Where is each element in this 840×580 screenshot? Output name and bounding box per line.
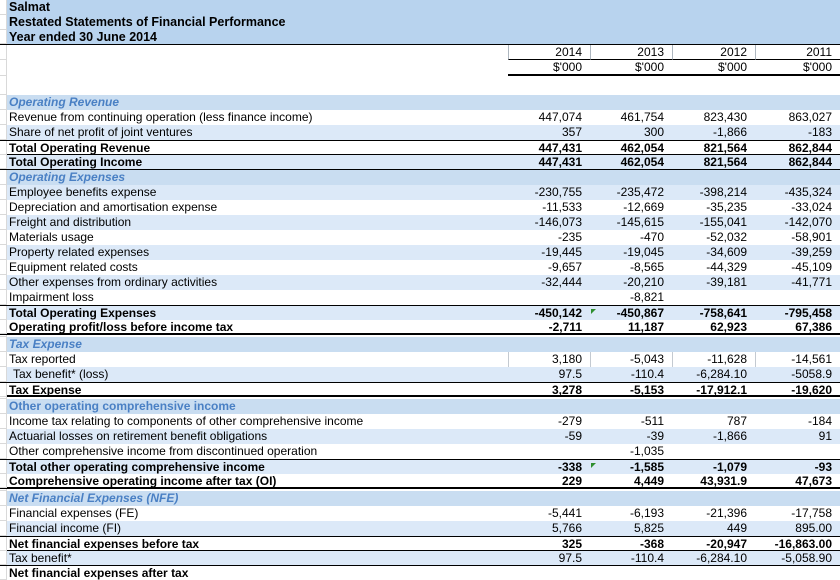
value-cell[interactable]: 461,754 [620, 110, 664, 124]
gutter-cell [0, 290, 7, 305]
table-row [0, 551, 840, 566]
value-cell[interactable]: -33,024 [791, 200, 832, 214]
value-cell[interactable]: -11,628 [672, 352, 755, 367]
section-header-row [0, 170, 840, 185]
unit-label: $'000 [590, 60, 672, 76]
value-cell[interactable]: 4,449 [633, 474, 664, 488]
value-cell[interactable]: 862,844 [788, 141, 832, 155]
value-cell[interactable]: -1,585 [590, 460, 672, 474]
value-cell[interactable]: -5058.9 [755, 367, 840, 382]
empty-cell [590, 30, 672, 44]
table-row [0, 367, 840, 382]
value-cell[interactable]: -16,863.00 [774, 537, 832, 551]
row-label[interactable]: Impairment loss [9, 290, 94, 304]
empty-cell [672, 170, 755, 185]
value-cell[interactable] [755, 290, 840, 305]
table-row [0, 536, 840, 551]
row-label[interactable]: Property related expenses [7, 245, 508, 260]
column-header-2014: 2014 [508, 45, 590, 60]
gutter-cell [0, 170, 7, 185]
value-cell[interactable]: 97.5 [508, 367, 590, 382]
value-cell[interactable]: -39,181 [672, 275, 755, 290]
value-cell[interactable]: 357 [508, 125, 590, 140]
value-cell[interactable]: -470 [639, 230, 664, 244]
value-cell[interactable]: -6,284.10 [672, 367, 755, 382]
empty-cell [755, 76, 840, 95]
unit-label: $'000 [755, 60, 840, 76]
value-cell[interactable]: 3,180 [508, 352, 590, 367]
value-cell[interactable]: 325 [561, 537, 582, 551]
empty-cell [755, 399, 840, 414]
gutter-cell [0, 506, 7, 521]
value-cell[interactable]: -39 [590, 429, 672, 444]
value-cell[interactable]: 300 [590, 125, 672, 140]
table-row [0, 245, 840, 260]
value-cell[interactable]: 62,923 [710, 320, 747, 334]
empty-cell [672, 337, 755, 352]
value-cell[interactable]: -511 [640, 414, 664, 428]
value-cell[interactable]: -155,041 [672, 215, 755, 230]
value-cell[interactable]: 5,825 [590, 521, 672, 536]
value-cell[interactable]: -110.4 [590, 551, 672, 565]
gutter-cell [0, 337, 7, 352]
empty-cell [590, 95, 672, 110]
value-cell[interactable]: -11,533 [542, 200, 582, 214]
gutter-cell [0, 429, 7, 444]
gutter-cell [0, 15, 7, 30]
value-cell[interactable]: -368 [639, 537, 664, 551]
value-cell[interactable]: -145,615 [590, 215, 672, 230]
gutter-cell [0, 45, 7, 60]
title-row-period [0, 30, 840, 45]
gutter-cell [0, 521, 7, 536]
row-label[interactable]: Total Operating Expenses [7, 306, 508, 320]
table-row [0, 185, 840, 200]
table-row [0, 429, 840, 444]
value-cell[interactable]: 11,187 [627, 320, 664, 334]
value-cell[interactable]: -21,396 [706, 506, 747, 520]
value-cell[interactable]: 821,564 [672, 155, 755, 169]
empty-cell [755, 30, 840, 44]
value-cell[interactable]: 3,278 [551, 383, 582, 397]
empty-cell [508, 76, 590, 95]
gutter-cell [0, 141, 7, 155]
value-cell[interactable]: -398,214 [672, 185, 755, 200]
unit-header-row [0, 60, 840, 76]
value-cell[interactable]: -9,657 [547, 260, 582, 274]
empty-cell [672, 0, 755, 15]
value-cell[interactable] [755, 566, 840, 580]
value-cell[interactable]: 862,844 [755, 155, 840, 169]
row-label[interactable]: Net financial expenses after tax [9, 566, 189, 580]
empty-cell [590, 399, 672, 414]
section-header-row [0, 95, 840, 110]
value-cell[interactable]: -5,153 [629, 383, 664, 397]
gutter-cell [0, 185, 7, 200]
value-cell[interactable]: -6,193 [629, 506, 664, 520]
empty-cell [508, 337, 590, 352]
table-row [0, 506, 840, 521]
section-title: Operating Revenue [7, 95, 508, 110]
table-row [0, 305, 840, 320]
value-cell[interactable]: -35,235 [706, 200, 747, 214]
value-cell[interactable] [672, 566, 755, 580]
value-cell[interactable]: -146,073 [508, 215, 590, 230]
empty-cell [755, 95, 840, 110]
value-cell[interactable]: 447,431 [538, 141, 582, 155]
value-cell[interactable]: 447,431 [508, 155, 590, 169]
value-cell[interactable]: -8,565 [629, 260, 664, 274]
section-header-row [0, 491, 840, 506]
value-cell[interactable]: -59 [508, 429, 590, 444]
value-cell[interactable]: 823,430 [703, 110, 747, 124]
value-cell[interactable]: -1,866 [672, 125, 755, 140]
row-label[interactable]: Share of net profit of joint ventures [7, 125, 508, 140]
empty-cell [7, 45, 508, 60]
gutter-cell [0, 444, 7, 459]
unit-label: $'000 [672, 60, 755, 76]
gutter-cell [0, 76, 7, 95]
value-cell[interactable]: -19,045 [590, 245, 672, 260]
table-row [0, 521, 840, 536]
empty-cell [755, 491, 840, 506]
value-cell[interactable]: -435,324 [755, 185, 840, 200]
row-label[interactable]: Total other operating comprehensive income [7, 460, 508, 474]
value-cell[interactable]: -450,867 [590, 306, 672, 320]
value-cell[interactable]: -235,472 [590, 185, 672, 200]
value-cell[interactable]: -58,901 [791, 230, 832, 244]
gutter-cell [0, 491, 7, 506]
gutter-cell [0, 551, 7, 565]
blank-band [0, 76, 840, 95]
year-header-row [0, 45, 840, 60]
value-cell[interactable]: -795,458 [755, 306, 840, 320]
gutter-cell [0, 566, 7, 580]
value-cell[interactable]: -6,284.10 [672, 551, 755, 565]
value-cell[interactable]: 787 [726, 414, 747, 428]
table-row [0, 215, 840, 230]
value-cell[interactable]: -8,821 [629, 290, 664, 304]
row-label[interactable]: Financial expenses (FE) [9, 506, 139, 520]
value-cell[interactable] [508, 444, 590, 459]
gutter-cell [0, 306, 7, 320]
empty-cell [590, 76, 672, 95]
partial-row [0, 566, 840, 580]
table-row [0, 459, 840, 474]
statement-title: Restated Statements of Financial Performance [7, 15, 508, 30]
unit-label: $'000 [508, 60, 590, 76]
column-header-2012: 2012 [672, 45, 755, 60]
value-cell[interactable] [508, 290, 590, 305]
value-cell[interactable]: 67,386 [795, 320, 832, 334]
value-cell[interactable]: -230,755 [508, 185, 590, 200]
table-row [0, 352, 840, 367]
empty-cell [672, 76, 755, 95]
value-cell[interactable]: 43,931.9 [700, 474, 747, 488]
value-cell[interactable]: -12,669 [623, 200, 664, 214]
period-label: Year ended 30 June 2014 [7, 30, 508, 44]
gutter-cell [0, 414, 7, 429]
table-row [0, 320, 840, 335]
empty-cell [7, 76, 508, 95]
row-label[interactable]: Employee benefits expense [7, 185, 508, 200]
row-label[interactable]: Equipment related costs [9, 260, 138, 274]
value-cell[interactable]: -235 [557, 230, 582, 244]
empty-cell [672, 491, 755, 506]
empty-cell [7, 60, 508, 76]
table-body [0, 95, 840, 580]
value-cell[interactable]: -19,445 [508, 245, 590, 260]
empty-cell [755, 0, 840, 15]
table-row [0, 155, 840, 170]
empty-cell [508, 170, 590, 185]
gutter-cell [0, 367, 7, 382]
row-label[interactable]: Materials usage [9, 230, 94, 244]
value-cell[interactable]: -39,259 [755, 245, 840, 260]
title-row-company [0, 0, 840, 15]
value-cell[interactable]: 97.5 [508, 551, 590, 565]
value-cell[interactable]: 5,766 [508, 521, 590, 536]
value-cell[interactable]: -450,142 [508, 306, 590, 320]
empty-cell [755, 15, 840, 30]
empty-cell [755, 170, 840, 185]
row-label[interactable]: Comprehensive operating income after tax (OI) [9, 474, 277, 488]
value-cell[interactable]: -14,561 [755, 352, 840, 367]
gutter-cell [0, 0, 7, 15]
table-row [0, 275, 840, 290]
empty-cell [508, 0, 590, 15]
gutter-cell [0, 260, 7, 275]
table-row [0, 290, 840, 305]
value-cell[interactable]: -20,947 [706, 537, 747, 551]
value-cell[interactable]: -17,758 [791, 506, 832, 520]
empty-cell [590, 170, 672, 185]
title-row-statement [0, 15, 840, 30]
value-cell[interactable]: -32,444 [508, 275, 590, 290]
row-label[interactable]: Other comprehensive income from discontinued operation [9, 444, 318, 458]
empty-cell [508, 95, 590, 110]
value-cell[interactable]: 895.00 [755, 521, 840, 536]
gutter-cell [0, 30, 7, 44]
row-label[interactable]: Revenue from continuing operation (less finance income) [9, 110, 313, 124]
value-cell[interactable]: -45,109 [791, 260, 832, 274]
gutter-cell [0, 460, 7, 474]
value-cell[interactable]: -17,912.1 [696, 383, 747, 397]
gutter-cell [0, 125, 7, 140]
section-header-row [0, 337, 840, 352]
company-name: Salmat [7, 0, 508, 15]
value-cell[interactable] [755, 444, 840, 459]
gutter-cell [0, 399, 7, 414]
row-label[interactable]: Financial income (FI) [7, 521, 508, 536]
table-row [0, 140, 840, 155]
row-label[interactable]: Total Operating Revenue [9, 141, 151, 155]
value-cell[interactable]: -34,609 [672, 245, 755, 260]
table-row [0, 110, 840, 125]
section-title: Net Financial Expenses (NFE) [7, 491, 508, 506]
value-cell[interactable] [590, 566, 672, 580]
empty-cell [672, 399, 755, 414]
value-cell[interactable]: -20,210 [590, 275, 672, 290]
empty-cell [672, 95, 755, 110]
table-row [0, 414, 840, 429]
row-label[interactable]: Tax Expense [9, 383, 82, 397]
value-cell[interactable]: -279 [557, 414, 582, 428]
gutter-cell [0, 215, 7, 230]
value-cell[interactable]: -142,070 [755, 215, 840, 230]
table-row [0, 260, 840, 275]
gutter-cell [0, 245, 7, 260]
table-row [0, 474, 840, 489]
value-cell[interactable]: -1,035 [629, 444, 664, 458]
empty-cell [508, 30, 590, 44]
section-title: Other operating comprehensive income [7, 399, 508, 414]
value-cell[interactable]: -5,043 [590, 352, 672, 367]
value-cell[interactable]: -5,058.90 [755, 551, 840, 565]
section-header-row [0, 399, 840, 414]
empty-cell [590, 15, 672, 30]
empty-cell [590, 491, 672, 506]
value-cell[interactable]: -1,866 [672, 429, 755, 444]
column-header-2013: 2013 [590, 45, 672, 60]
row-label[interactable]: Operating profit/loss before income tax [9, 320, 234, 334]
empty-cell [672, 30, 755, 44]
value-cell[interactable]: 229 [561, 474, 582, 488]
table-row [0, 444, 840, 459]
value-cell[interactable]: 47,673 [795, 474, 832, 488]
empty-cell [508, 491, 590, 506]
empty-cell [508, 15, 590, 30]
value-cell[interactable]: -19,620 [791, 383, 832, 397]
row-label[interactable]: Tax reported [9, 352, 76, 366]
row-label[interactable]: Total Operating Income [7, 155, 508, 169]
row-label[interactable]: Other expenses from ordinary activities [7, 275, 508, 290]
value-cell[interactable] [508, 566, 590, 580]
value-cell[interactable]: 449 [672, 521, 755, 536]
row-label[interactable]: Tax benefit* (loss) [7, 367, 508, 382]
value-cell[interactable]: 462,054 [590, 155, 672, 169]
value-cell[interactable]: -184 [807, 414, 832, 428]
empty-cell [672, 15, 755, 30]
value-cell[interactable] [672, 290, 755, 305]
row-label[interactable]: Actuarial losses on retirement benefit obligations [7, 429, 508, 444]
gutter-cell [0, 200, 7, 215]
row-label[interactable]: Income tax relating to components of other comprehensive income [9, 414, 364, 428]
value-cell[interactable]: -52,032 [706, 230, 747, 244]
gutter-cell [0, 275, 7, 290]
value-cell[interactable]: -44,329 [706, 260, 747, 274]
table-row [0, 382, 840, 397]
value-cell[interactable]: 462,054 [620, 141, 664, 155]
value-cell[interactable]: 863,027 [788, 110, 832, 124]
value-cell[interactable]: -1,079 [672, 460, 755, 474]
row-label[interactable]: Net financial expenses before tax [9, 537, 200, 551]
table-row [0, 230, 840, 245]
value-cell[interactable] [672, 444, 755, 459]
empty-cell [590, 0, 672, 15]
row-label[interactable]: Depreciation and amortisation expense [9, 200, 218, 214]
gutter-cell [0, 155, 7, 169]
gutter-cell [0, 60, 7, 76]
value-cell[interactable]: 91 [755, 429, 840, 444]
value-cell[interactable]: -5,441 [547, 506, 582, 520]
value-cell[interactable]: -758,641 [672, 306, 755, 320]
table-row [0, 125, 840, 140]
value-cell[interactable]: -183 [755, 125, 840, 140]
empty-cell [755, 337, 840, 352]
value-cell[interactable]: 447,074 [538, 110, 582, 124]
value-cell[interactable]: 821,564 [703, 141, 747, 155]
value-cell[interactable]: -338 [508, 460, 590, 474]
section-title: Tax Expense [7, 337, 508, 352]
value-cell[interactable]: -41,771 [755, 275, 840, 290]
gutter-cell [0, 383, 7, 397]
gutter-cell [0, 95, 7, 110]
column-header-2011: 2011 [755, 45, 840, 60]
gutter-cell [0, 110, 7, 125]
row-label[interactable]: Tax benefit* [7, 551, 508, 565]
value-cell[interactable]: -93 [755, 460, 840, 474]
gutter-cell [0, 230, 7, 245]
empty-cell [508, 399, 590, 414]
value-cell[interactable]: -2,711 [548, 320, 582, 334]
value-cell[interactable]: -110.4 [590, 367, 672, 382]
gutter-cell [0, 320, 7, 334]
row-label[interactable]: Freight and distribution [7, 215, 508, 230]
gutter-cell [0, 474, 7, 488]
table-row [0, 200, 840, 215]
gutter-cell [0, 537, 7, 551]
section-title: Operating Expenses [7, 170, 508, 185]
gutter-cell [0, 352, 7, 367]
empty-cell [590, 337, 672, 352]
